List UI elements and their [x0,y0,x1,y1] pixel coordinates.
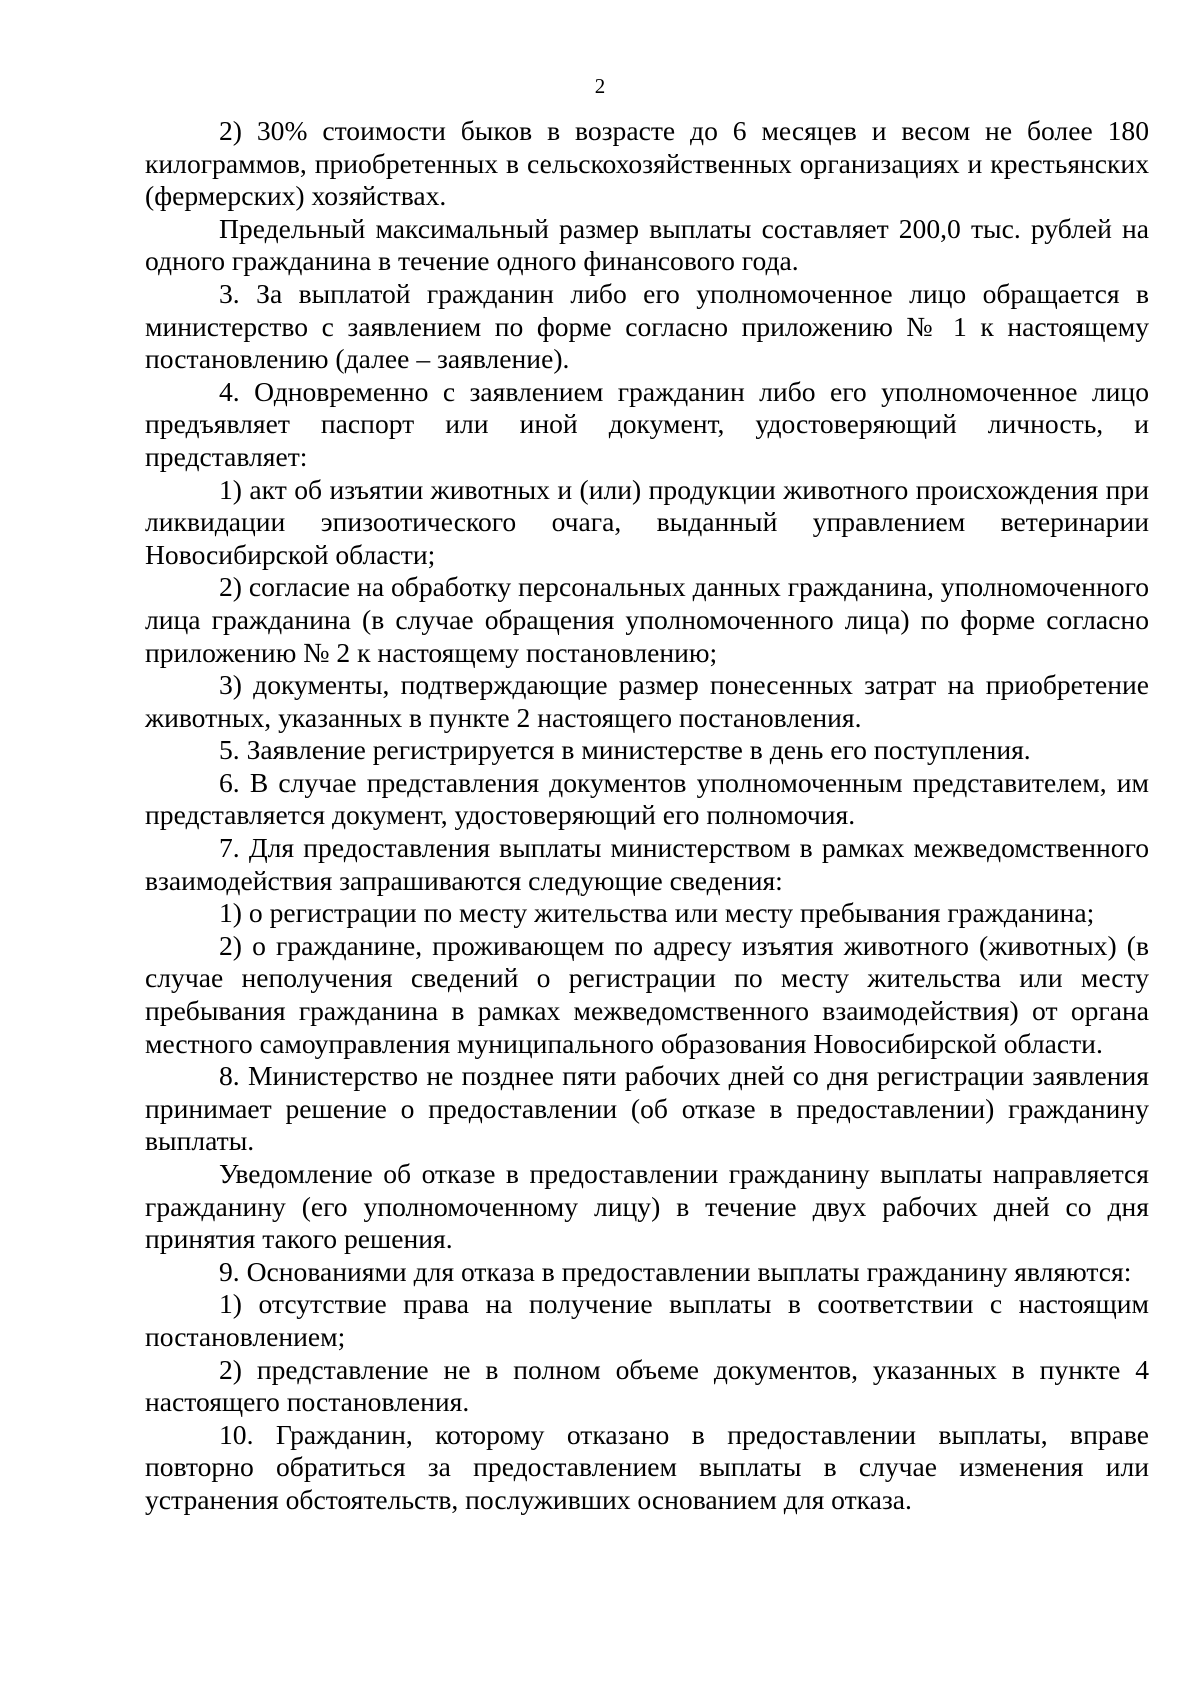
paragraph: 6. В случае представления документов уполномоченным представителем, им представляется документ, удостоверяющий его полномочия. [145,766,1149,831]
paragraph: 2) согласие на обработку персональных данных гражданина, уполномоченного лица гражданина (в случае обращения уполномоченного лица) по форме согласно приложению № 2 к настоящему постановлению; [145,571,1149,668]
document-body [145,115,1149,1517]
paragraph: 2) 30% стоимости быков в возрасте до 6 месяцев и весом не более 180 килограммов, приобретенных в сельскохозяйственных организациях и крестьянских (фермерских) хозяйствах. [145,115,1149,212]
paragraph: 8. Министерство не позднее пяти рабочих дней со дня регистрации заявления принимает решение о предоставлении (об отказе в предоставлении) гражданину выплаты. [145,1060,1149,1157]
paragraph: 1) акт об изъятии животных и (или) продукции животного происхождения при ликвидации эпизоотического очага, выданный управлением ветеринарии Новосибирской области; [145,473,1149,570]
paragraph: 4. Одновременно с заявлением гражданин либо его уполномоченное лицо предъявляет паспорт или иной документ, удостоверяющий личность, и представляет: [145,375,1149,472]
paragraph: 1) о регистрации по месту жительства или месту пребывания гражданина; [219,897,1095,929]
paragraph: 5. Заявление регистрируется в министерстве в день его поступления. [219,734,1031,766]
paragraph: Предельный максимальный размер выплаты составляет 200,0 тыс. рублей на одного гражданина в течение одного финансового года. [145,212,1149,277]
paragraph: 3. За выплатой гражданин либо его уполномоченное лицо обращается в министерство с заявлением по форме согласно приложению № 1 к настоящему постановлению (далее – заявление). [145,277,1149,375]
paragraph: 2) представление не в полном объеме документов, указанных в пункте 4 настоящего постановления. [145,1353,1149,1418]
paragraph: 10. Гражданин, которому отказано в предоставлении выплаты, вправе повторно обратиться за предоставлением выплаты в случае изменения или устранения обстоятельств, послуживших основанием для отказа. [145,1418,1149,1515]
page-number: 2 [594,74,606,98]
paragraph: Уведомление об отказе в предоставлении гражданину выплаты направляется гражданину (его уполномоченному лицу) в течение двух рабочих дней со дня принятия такого решения. [145,1158,1149,1255]
paragraph: 3) документы, подтверждающие размер понесенных затрат на приобретение животных, указанных в пункте 2 настоящего постановления. [145,669,1149,733]
paragraph: 1) отсутствие права на получение выплаты в соответствии с настоящим постановлением; [145,1288,1149,1352]
paragraph: 9. Основаниями для отказа в предоставлении выплаты гражданину являются: [219,1255,1132,1287]
paragraph: 2) о гражданине, проживающем по адресу изъятия животного (животных) (в случае неполучения сведений о регистрации по месту жительства или месту пребывания гражданина в рамках межведомственного взаимодействия) от органа местного самоуправления муниципального образования Новосибирской области. [145,929,1149,1059]
paragraph: 7. Для предоставления выплаты министерством в рамках межведомственного взаимодействия запрашиваются следующие сведения: [145,832,1149,896]
